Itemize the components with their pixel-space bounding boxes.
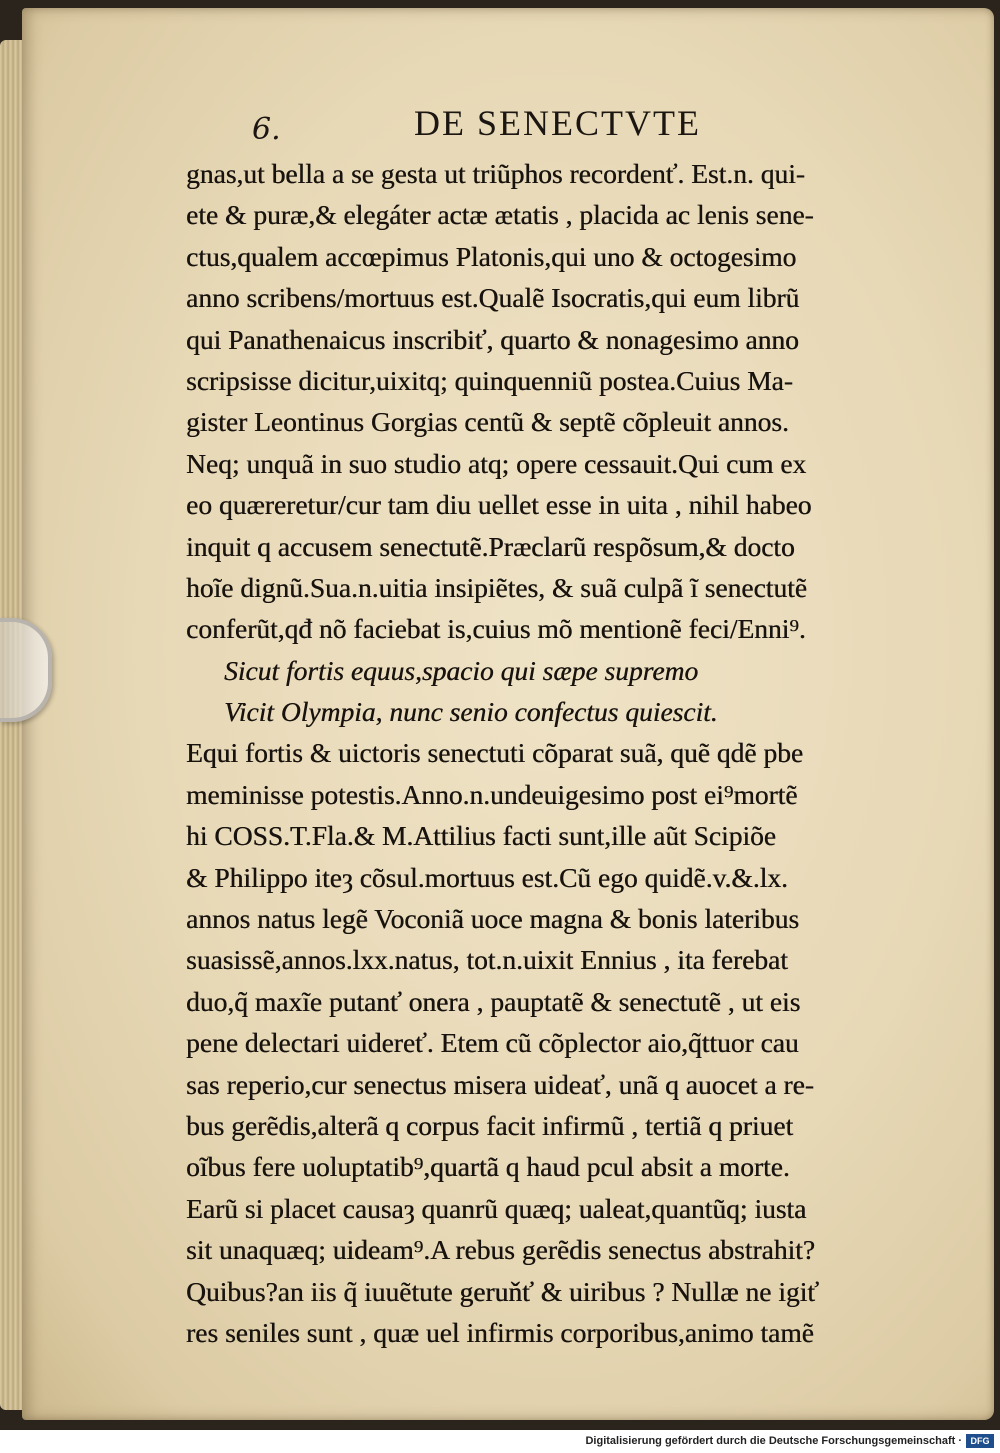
text-line: annos natus legẽ Voconiã uoce magna & bonis lateribus [186, 903, 800, 935]
text-line: sit unaquæq; uideam⁹.A rebus gerẽdis senectus abstrahit? [186, 1234, 815, 1266]
text-line: qui Panathenaicus inscribiť, quarto & nonagesimo anno [186, 323, 799, 355]
text-line: conferũt,qđ nõ faciebat is,cuius mõ mentionẽ feci/Enni⁹. [186, 613, 806, 645]
text-line: suasissẽ,annos.lxx.natus, tot.n.uixit Ennius , ita ferebat [186, 944, 788, 976]
text-line: scripsisse dicitur,uixitq; quinquenniũ postea.Cuius Ma- [186, 364, 793, 396]
book-page [22, 8, 994, 1420]
text-line: hi COSS.T.Fla.& M.Attilius facti sunt,ille aũt Scipiõe [186, 820, 776, 852]
text-block [186, 153, 936, 1353]
text-line: oĩbus fere uoluptatib⁹,quartã q haud pcul absit a morte. [186, 1151, 790, 1183]
verse-line: Vicit Olympia, nunc senio confectus quiescit. [224, 696, 718, 728]
text-line: sas reperio,cur senectus misera uideať, unã q auocet a re- [186, 1068, 814, 1100]
dfg-logo-icon: DFG [966, 1434, 994, 1448]
text-line: Neq; unquã in suo studio atq; opere cessauit.Qui cum ex [186, 447, 807, 479]
text-line: hoĩe dignũ.Sua.n.uitia insipiẽtes, & suã culpã ĩ senectutẽ [186, 571, 807, 603]
text-line: ctus,qualem accœpimus Platonis,qui uno & octogesimo [186, 240, 797, 272]
running-head: DE SENECTVTE [414, 103, 701, 143]
text-line: & Philippo iteȝ cõsul.mortuus est.Cũ ego quidẽ.v.&.lx. [186, 861, 788, 893]
text-line: bus gerẽdis,alterã q corpus facit infirmũ , tertiã q priuet [186, 1109, 794, 1141]
verse-line: Sicut fortis equus,spacio qui sæpe supremo [224, 654, 699, 686]
text-line: Equi fortis & uictoris senectuti cõparat suã, quẽ qdẽ pbe [186, 737, 804, 769]
text-line: pene delectari uidereť. Etem cũ cõplector aio,q̃ttuor cau [186, 1027, 799, 1059]
page-number: 6. [252, 112, 281, 147]
text-line: eo quæreretur/cur tam diu uellet esse in uita , nihil habeo [186, 489, 812, 521]
footer-credit: Digitalisierung gefördert durch die Deutsche Forschungsgemeinschaft · [585, 1435, 962, 1447]
text-line: gnas,ut bella a se gesta ut triũphos recordenť. Est.n. qui- [186, 158, 805, 189]
text-line: gister Leontinus Gorgias centũ & septẽ cõpleuit annos. [186, 406, 789, 438]
text-line: Quibus?an iis q̃ iuuẽtute geruňť & uiribus ? Nullæ ne igiť [186, 1275, 819, 1307]
text-line: res seniles sunt , quæ uel infirmis corporibus,animo tamẽ [186, 1316, 814, 1348]
footer-bar [0, 1430, 1000, 1453]
text-line: meminisse potestis.Anno.n.undeuigesimo post ei⁹mortẽ [186, 778, 798, 810]
text-line: duo,q̃ maxĩe putanť onera , pauptatẽ & senectutẽ , ut eis [186, 985, 801, 1017]
text-line: anno scribens/mortuus est.Qualẽ Isocratis,qui eum librũ [186, 282, 800, 314]
text-line: ete & puræ,& elegáter actæ ætatis , placida ac lenis sene- [186, 199, 814, 231]
text-line: inquit q accusem senectutẽ.Præclarũ respõsum,& docto [186, 530, 795, 562]
text-line: Earũ si placet causaȝ quanrũ quæq; ualeat,quantũq; iusta [186, 1192, 807, 1224]
page-header [252, 102, 752, 152]
